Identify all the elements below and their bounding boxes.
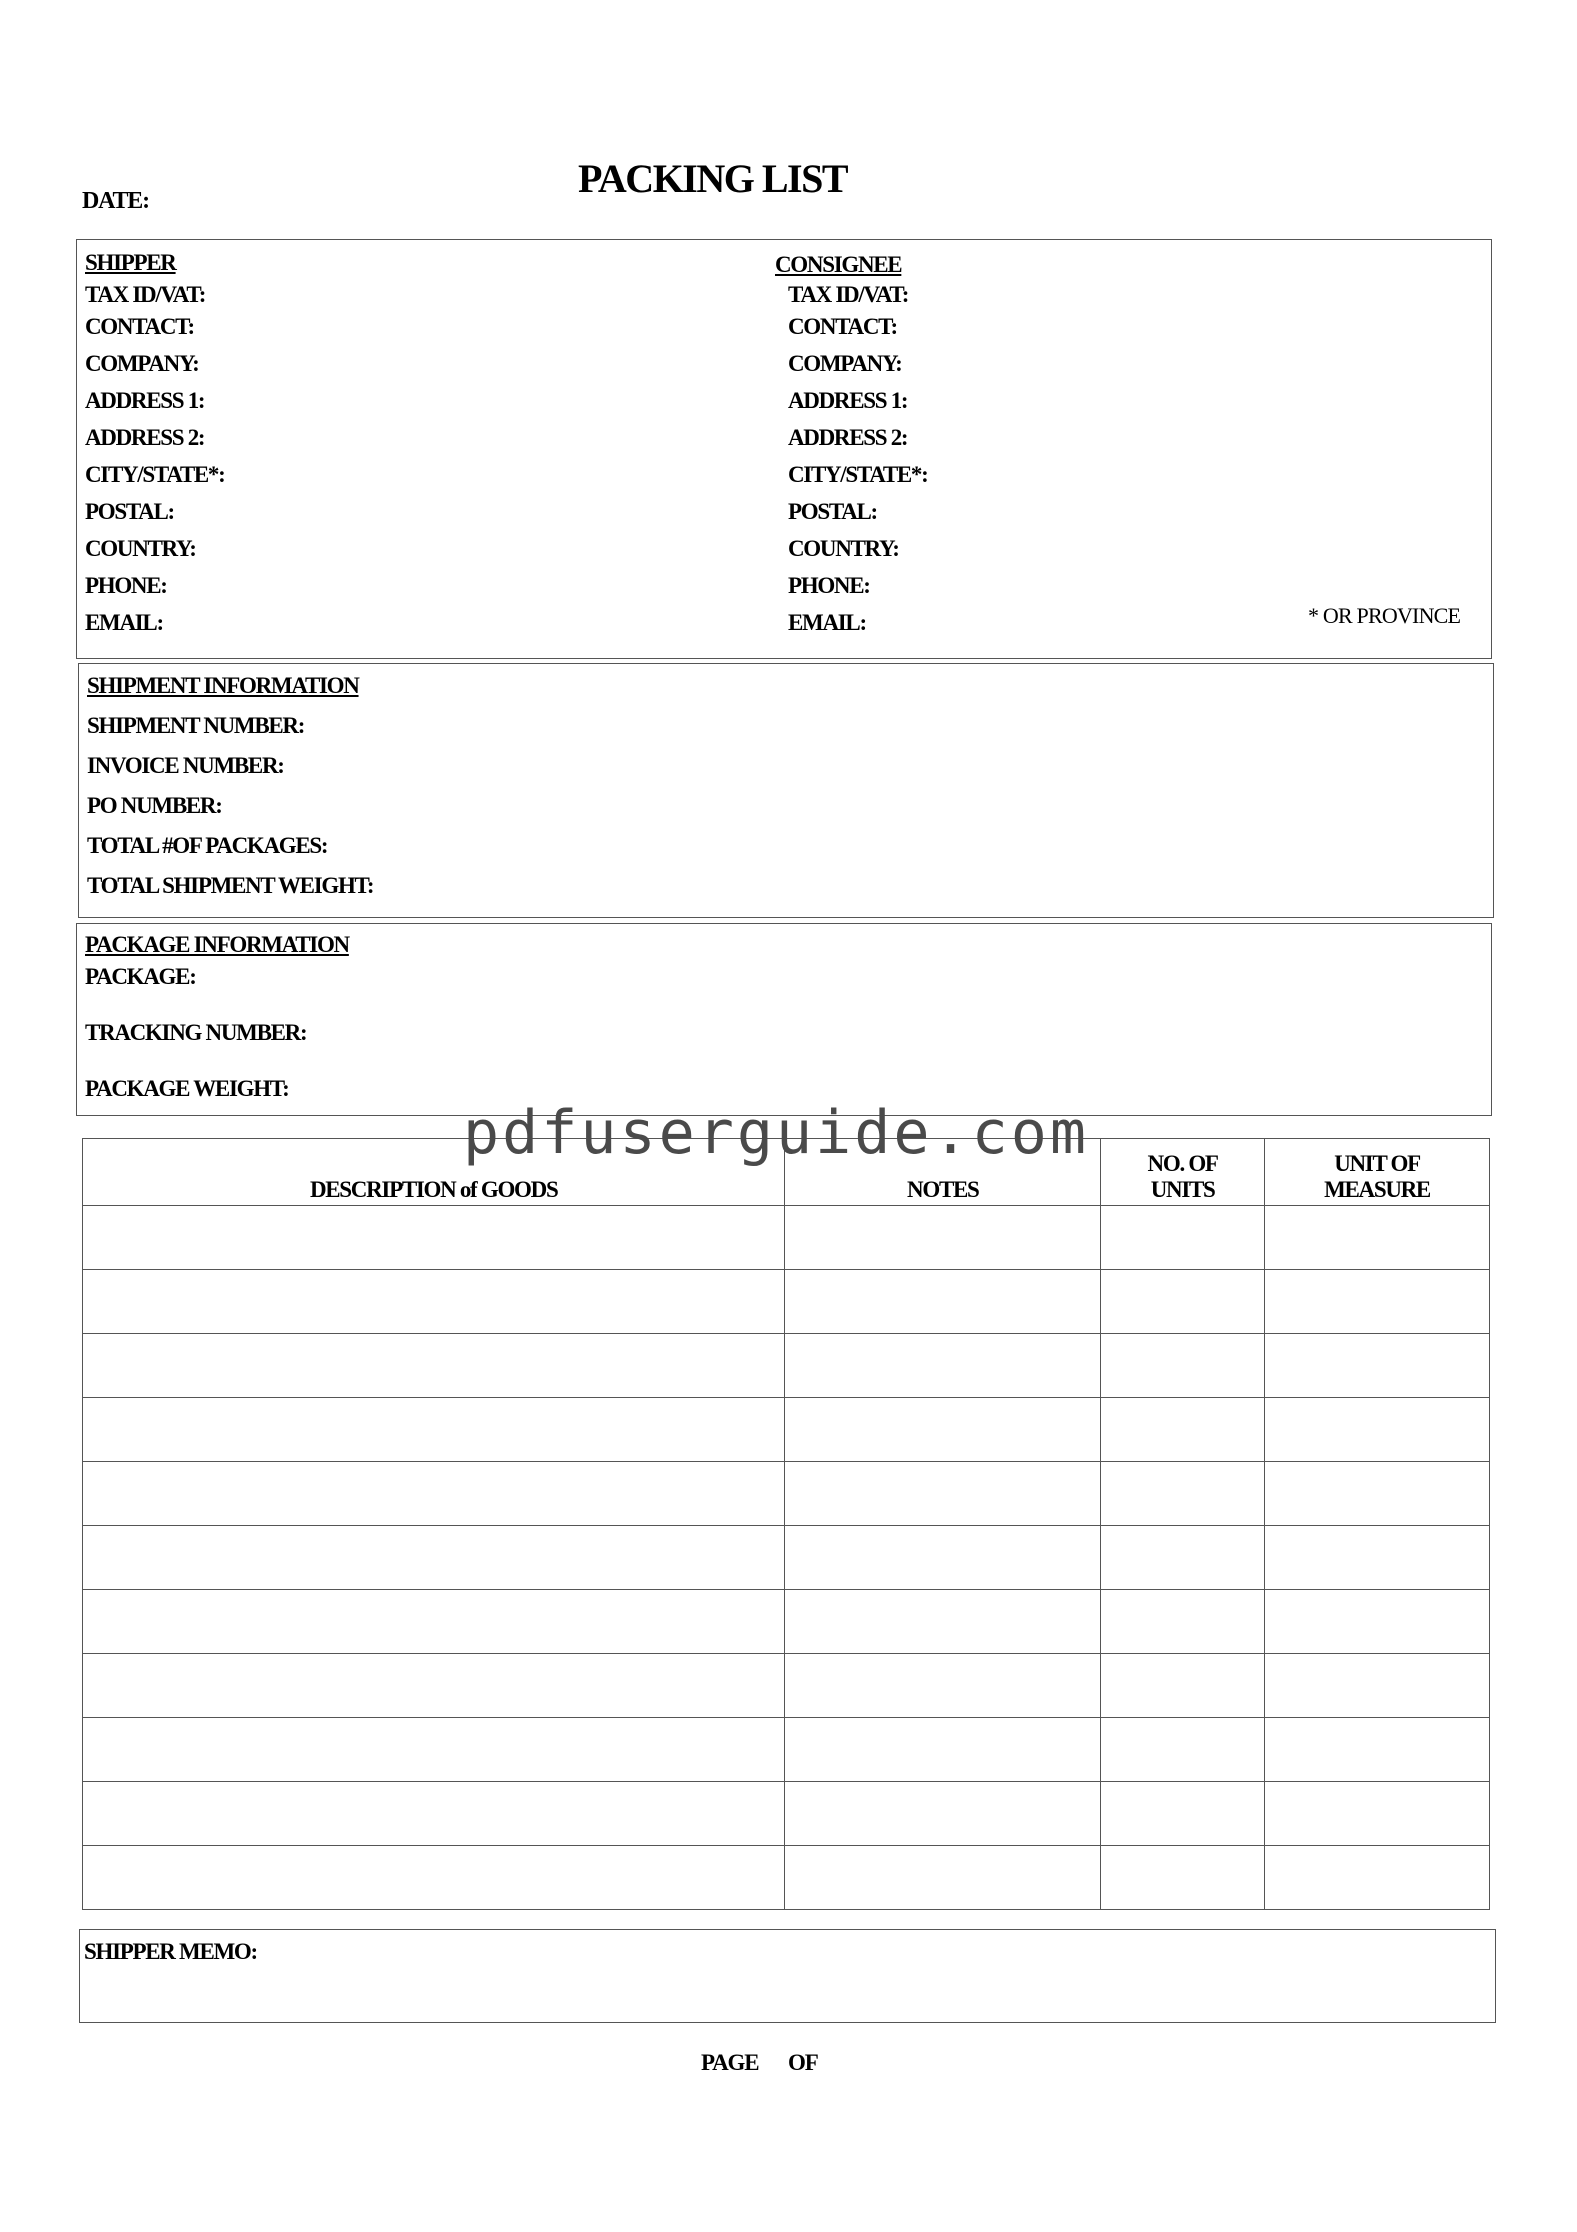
units-cell[interactable] bbox=[1101, 1654, 1265, 1718]
shipper-memo-section bbox=[79, 1929, 1496, 2023]
table-row bbox=[83, 1398, 1490, 1462]
shipper-email-label: EMAIL: bbox=[85, 610, 163, 635]
units-cell[interactable] bbox=[1101, 1846, 1265, 1910]
units-cell[interactable] bbox=[1101, 1718, 1265, 1782]
shipper-heading: SHIPPER bbox=[85, 250, 176, 275]
notes-cell[interactable] bbox=[785, 1334, 1101, 1398]
shipment-number-label: SHIPMENT NUMBER: bbox=[87, 713, 305, 738]
po-number-label: PO NUMBER: bbox=[87, 793, 222, 818]
table-row bbox=[83, 1270, 1490, 1334]
description-cell[interactable] bbox=[83, 1590, 785, 1654]
description-cell[interactable] bbox=[83, 1398, 785, 1462]
unit-of-measure-cell[interactable] bbox=[1265, 1654, 1490, 1718]
consignee-address2-label: ADDRESS 2: bbox=[788, 425, 908, 450]
notes-header: NOTES bbox=[785, 1139, 1101, 1206]
table-row bbox=[83, 1526, 1490, 1590]
notes-cell[interactable] bbox=[785, 1718, 1101, 1782]
consignee-contact-label: CONTACT: bbox=[788, 314, 897, 339]
units-cell[interactable] bbox=[1101, 1782, 1265, 1846]
shipper-phone-label: PHONE: bbox=[85, 573, 167, 598]
unit-of-measure-cell[interactable] bbox=[1265, 1398, 1490, 1462]
goods-table bbox=[82, 1138, 1490, 1910]
notes-cell[interactable] bbox=[785, 1654, 1101, 1718]
units-cell[interactable] bbox=[1101, 1334, 1265, 1398]
table-row bbox=[83, 1654, 1490, 1718]
units-cell[interactable] bbox=[1101, 1590, 1265, 1654]
units-header-text: NO. OF UNITS bbox=[1147, 1151, 1218, 1202]
consignee-phone-label: PHONE: bbox=[788, 573, 870, 598]
package-weight-label: PACKAGE WEIGHT: bbox=[85, 1076, 289, 1101]
shipper-city-state-label: CITY/STATE*: bbox=[85, 462, 225, 487]
package-heading: PACKAGE INFORMATION bbox=[85, 932, 349, 957]
shipper-address2-label: ADDRESS 2: bbox=[85, 425, 205, 450]
page-title: PACKING LIST bbox=[577, 156, 848, 201]
package-label: PACKAGE: bbox=[85, 964, 196, 989]
description-cell[interactable] bbox=[83, 1718, 785, 1782]
units-cell[interactable] bbox=[1101, 1206, 1265, 1270]
notes-cell[interactable] bbox=[785, 1526, 1101, 1590]
unit-of-measure-cell[interactable] bbox=[1265, 1462, 1490, 1526]
province-note: * OR PROVINCE bbox=[1308, 603, 1461, 628]
description-cell[interactable] bbox=[83, 1526, 785, 1590]
date-label: DATE: bbox=[82, 188, 149, 214]
shipment-heading: SHIPMENT INFORMATION bbox=[87, 673, 359, 698]
watermark-text: pdfuserguide.com bbox=[463, 1098, 1089, 1168]
shipper-postal-label: POSTAL: bbox=[85, 499, 174, 524]
table-row bbox=[83, 1718, 1490, 1782]
page-label: PAGE bbox=[701, 2050, 759, 2075]
unit-of-measure-cell[interactable] bbox=[1265, 1846, 1490, 1910]
description-cell[interactable] bbox=[83, 1270, 785, 1334]
address-section bbox=[76, 239, 1492, 659]
package-information-section bbox=[76, 923, 1492, 1116]
shipper-address1-label: ADDRESS 1: bbox=[85, 388, 205, 413]
units-header bbox=[1101, 1139, 1265, 1206]
invoice-number-label: INVOICE NUMBER: bbox=[87, 753, 284, 778]
notes-cell[interactable] bbox=[785, 1270, 1101, 1334]
shipper-company-label: COMPANY: bbox=[85, 351, 199, 376]
description-cell[interactable] bbox=[83, 1654, 785, 1718]
total-shipment-weight-label: TOTAL SHIPMENT WEIGHT: bbox=[87, 873, 374, 898]
notes-cell[interactable] bbox=[785, 1206, 1101, 1270]
consignee-tax-id-label: TAX ID/VAT: bbox=[788, 282, 909, 307]
description-cell[interactable] bbox=[83, 1462, 785, 1526]
table-row bbox=[83, 1334, 1490, 1398]
shipper-tax-id-label: TAX ID/VAT: bbox=[85, 282, 206, 307]
table-row bbox=[83, 1846, 1490, 1910]
unit-of-measure-header-text: UNIT OF MEASURE bbox=[1324, 1151, 1430, 1202]
description-cell[interactable] bbox=[83, 1846, 785, 1910]
unit-of-measure-cell[interactable] bbox=[1265, 1782, 1490, 1846]
goods-table-body bbox=[83, 1206, 1490, 1910]
notes-cell[interactable] bbox=[785, 1782, 1101, 1846]
unit-of-measure-cell[interactable] bbox=[1265, 1590, 1490, 1654]
units-cell[interactable] bbox=[1101, 1462, 1265, 1526]
consignee-company-label: COMPANY: bbox=[788, 351, 902, 376]
notes-cell[interactable] bbox=[785, 1590, 1101, 1654]
page-of-label: OF bbox=[788, 2050, 818, 2075]
notes-cell[interactable] bbox=[785, 1462, 1101, 1526]
units-cell[interactable] bbox=[1101, 1270, 1265, 1334]
notes-cell[interactable] bbox=[785, 1846, 1101, 1910]
tracking-number-label: TRACKING NUMBER: bbox=[85, 1020, 307, 1045]
unit-of-measure-cell[interactable] bbox=[1265, 1334, 1490, 1398]
shipper-contact-label: CONTACT: bbox=[85, 314, 194, 339]
unit-of-measure-cell[interactable] bbox=[1265, 1206, 1490, 1270]
consignee-heading: CONSIGNEE bbox=[775, 252, 902, 277]
unit-of-measure-header bbox=[1265, 1139, 1490, 1206]
unit-of-measure-cell[interactable] bbox=[1265, 1718, 1490, 1782]
notes-cell[interactable] bbox=[785, 1398, 1101, 1462]
description-header: DESCRIPTION of GOODS bbox=[83, 1139, 785, 1206]
table-row bbox=[83, 1590, 1490, 1654]
shipper-country-label: COUNTRY: bbox=[85, 536, 196, 561]
consignee-city-state-label: CITY/STATE*: bbox=[788, 462, 928, 487]
description-cell[interactable] bbox=[83, 1334, 785, 1398]
table-row bbox=[83, 1462, 1490, 1526]
consignee-country-label: COUNTRY: bbox=[788, 536, 899, 561]
units-cell[interactable] bbox=[1101, 1526, 1265, 1590]
table-row bbox=[83, 1206, 1490, 1270]
shipper-memo-label: SHIPPER MEMO: bbox=[84, 1939, 257, 1964]
consignee-postal-label: POSTAL: bbox=[788, 499, 877, 524]
total-packages-label: TOTAL #OF PACKAGES: bbox=[87, 833, 328, 858]
unit-of-measure-cell[interactable] bbox=[1265, 1270, 1490, 1334]
consignee-address1-label: ADDRESS 1: bbox=[788, 388, 908, 413]
description-cell[interactable] bbox=[83, 1206, 785, 1270]
table-row bbox=[83, 1782, 1490, 1846]
consignee-email-label: EMAIL: bbox=[788, 610, 866, 635]
unit-of-measure-cell[interactable] bbox=[1265, 1526, 1490, 1590]
shipment-information-section bbox=[78, 663, 1494, 918]
units-cell[interactable] bbox=[1101, 1398, 1265, 1462]
description-cell[interactable] bbox=[83, 1782, 785, 1846]
